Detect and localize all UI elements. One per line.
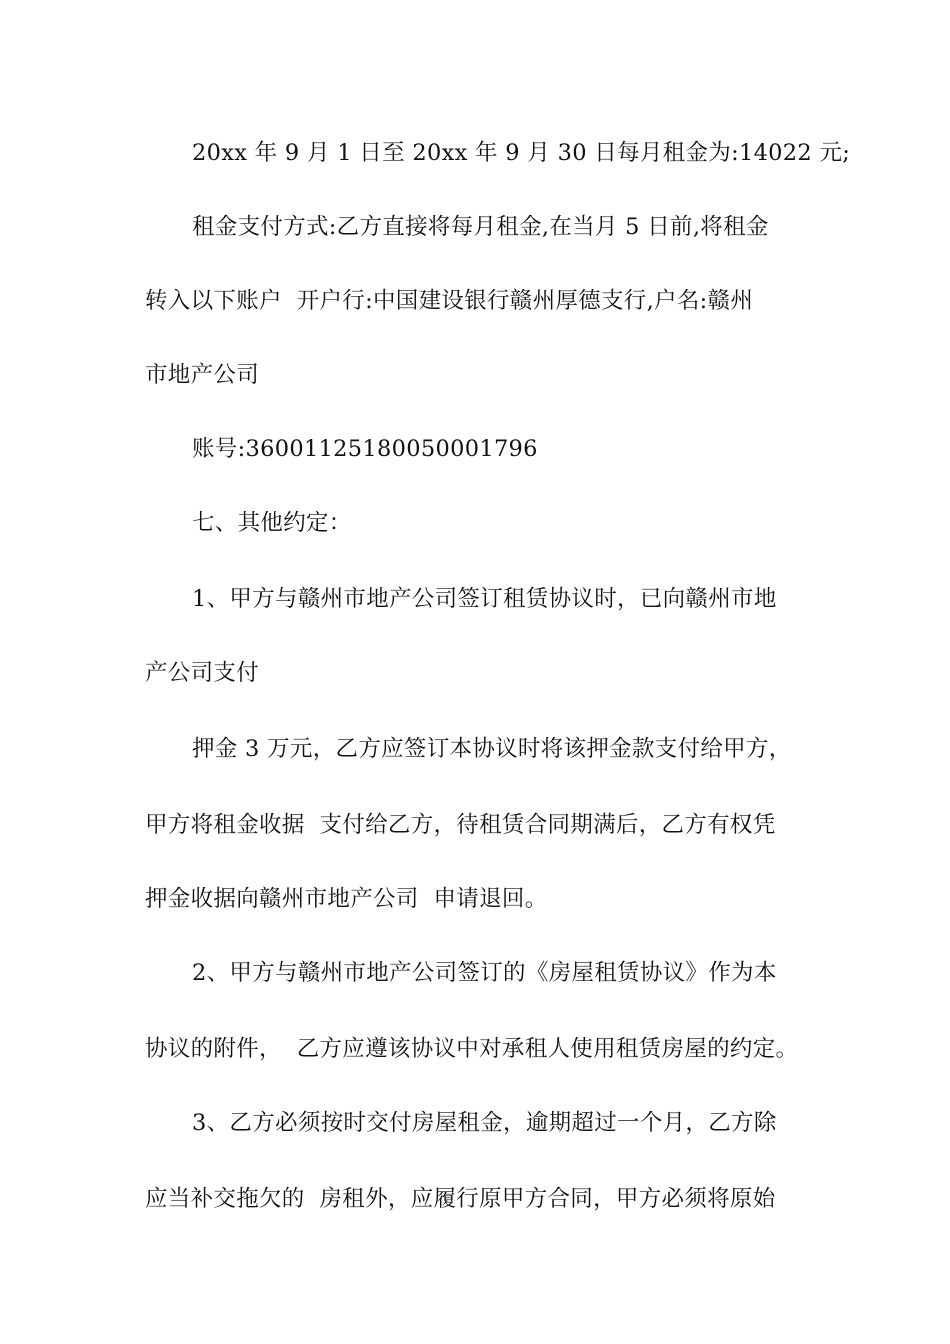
account-number-line: 账号:36001125180050001796 bbox=[192, 436, 538, 462]
bank-account-line: 转入以下账户 开户行:中国建设银行赣州厚德支行,户名:赣州 bbox=[145, 288, 754, 314]
clause-3-line-2: 应当补交拖欠的 房租外，应履行原甲方合同，甲方必须将原始 bbox=[145, 1186, 776, 1212]
deposit-line-1: 押金 3 万元，乙方应签订本协议时将该押金款支付给甲方， bbox=[192, 736, 792, 762]
deposit-line-2: 甲方将租金收据 支付给乙方，待租赁合同期满后，乙方有权凭 bbox=[145, 812, 776, 838]
rent-period-line: 20xx 年 9 月 1 日至 20xx 年 9 月 30 日每月租金为:14022 元; bbox=[192, 140, 851, 166]
clause-3-line-1: 3、乙方必须按时交付房屋租金，逾期超过一个月，乙方除 bbox=[192, 1110, 777, 1136]
clause-1-line-1: 1、甲方与赣州市地产公司签订租赁协议时，已向赣州市地 bbox=[192, 586, 777, 612]
deposit-line-3: 押金收据向赣州市地产公司 申请退回。 bbox=[145, 886, 548, 912]
clause-1-line-2: 产公司支付 bbox=[145, 660, 260, 686]
clause-2-line-2: 协议的附件， 乙方应遵该协议中对承租人使用租赁房屋的约定。 bbox=[145, 1036, 799, 1062]
section-heading-other-terms: 七、其他约定： bbox=[192, 510, 352, 536]
account-holder-line: 市地产公司 bbox=[145, 362, 260, 388]
clause-2-line-1: 2、甲方与赣州市地产公司签订的《房屋租赁协议》作为本 bbox=[192, 960, 777, 986]
payment-method-line: 租金支付方式:乙方直接将每月租金,在当月 5 日前,将租金 bbox=[192, 214, 769, 240]
